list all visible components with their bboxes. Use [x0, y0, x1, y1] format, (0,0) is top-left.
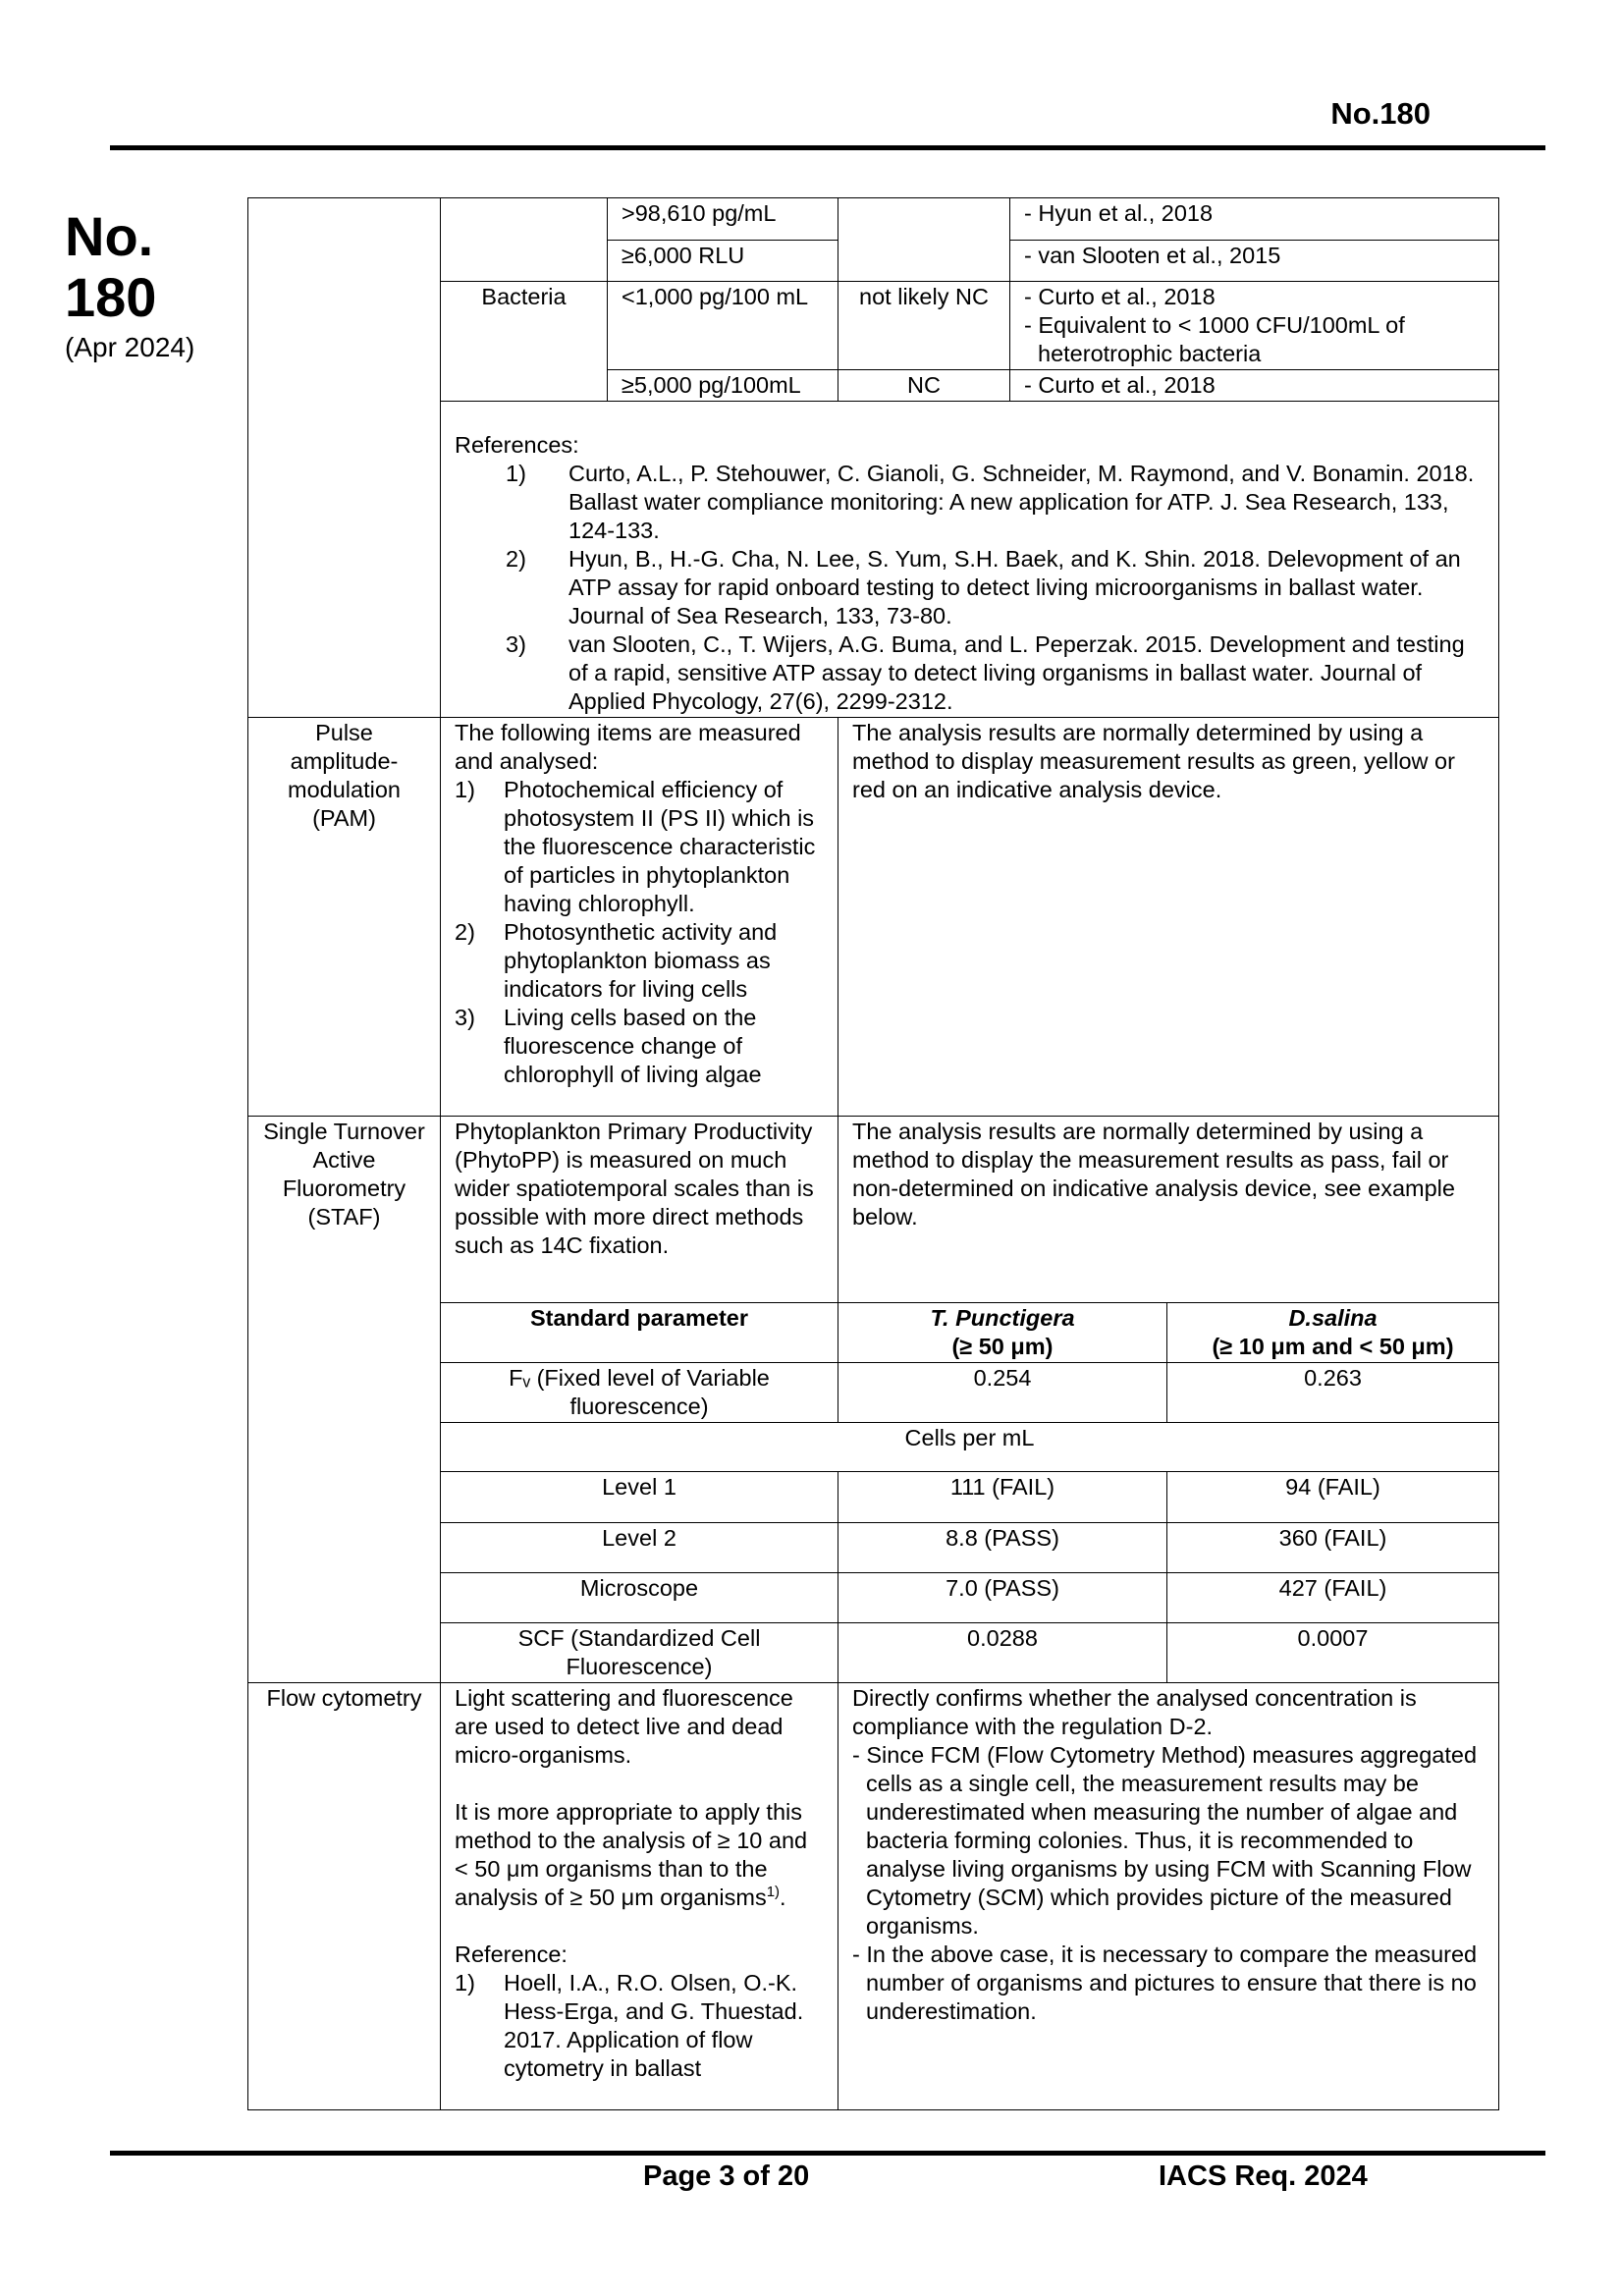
- threshold-value: >98,610 pg/mL: [608, 198, 838, 241]
- reference-cell: - Curto et al., 2018: [1010, 370, 1499, 402]
- flow-result-intro: Directly confirms whether the analysed concentration is compliance with the regulation D-2.: [852, 1685, 1417, 1739]
- list-item: 1) Curto, A.L., P. Stehouwer, C. Gianoli, G. Schneider, M. Raymond, and V. Bonamin. 2018. Ballast water compliance monitoring: A new application for ATP. J. Sea Research, 133, 124-133.: [506, 461, 1475, 543]
- methods-table: [247, 197, 1499, 2110]
- header-rule: [110, 145, 1545, 150]
- parameter-label: Microscope: [441, 1573, 838, 1623]
- list-item: 3) Living cells based on the fluorescence change of chlorophyll of living algae: [455, 1005, 762, 1087]
- side-label: [65, 206, 194, 363]
- species-size: (≥ 50 μm): [951, 1334, 1054, 1359]
- parameter-label: Fᵥ (Fixed level of Variable fluorescence): [441, 1363, 838, 1423]
- list-item: 2) Hyun, B., H.-G. Cha, N. Lee, S. Yum, S.H. Baek, and K. Shin. 2018. Delevopment of an ATP assay for rapid onboard testing to detect living microorganisms in ballast water. Journal of Sea Research, 133, 73-80.: [506, 546, 1461, 629]
- side-label-no: No.: [65, 205, 154, 267]
- parameter-label: SCF (Standardized Cell Fluorescence): [441, 1623, 838, 1683]
- table-row: [248, 718, 1499, 1117]
- pam-intro: The following items are measured and analysed:: [455, 720, 801, 774]
- threshold-value: ≥6,000 RLU: [608, 241, 838, 282]
- pam-description: [441, 718, 838, 1117]
- flow-result: [838, 1683, 1499, 2110]
- column-header-d-salina: [1167, 1303, 1499, 1363]
- flow-paragraph: It is more appropriate to apply this method to the analysis of ≥ 10 and < 50 μm organisms than to the analysis of ≥ 50 μm organisms$^{1)}$.: [455, 1799, 808, 1910]
- species-name: T. Punctigera: [930, 1305, 1075, 1331]
- method-cell-empty: [248, 198, 441, 718]
- list-item: 1) Hoell, I.A., R.O. Olsen, O.-K. Hess-Erga, and G. Thuestad. 2017. Application of flow cytometry in ballast: [455, 1970, 804, 2081]
- column-header-parameter: Standard parameter: [441, 1303, 838, 1363]
- flow-result-bullet: - Since FCM (Flow Cytometry Method) measures aggregated cells as a single cell, the measurement results may be underestimated when measuring the number of algae and bacteria forming colonies. Thus, it is recommended to analyse living organisms by using FCM with Scanning Flow Cytometry (SCM) which provides picture of the measured organisms.: [852, 1742, 1478, 1939]
- list-item: 3) van Slooten, C., T. Wijers, A.G. Buma, and L. Peperzak. 2015. Development and testing of a rapid, sensitive ATP assay to detect living organisms in ballast water. Journal of Applied Phycology, 27(6), 2299-2312.: [506, 631, 1465, 714]
- list-item: 1) Photochemical efficiency of photosystem II (PS II) which is the fluorescence characteristic of particles in phytoplankton having chlorophyll.: [455, 777, 816, 916]
- reference-cell: - Hyun et al., 2018: [1010, 198, 1499, 241]
- footer-requirement: IACS Req. 2024: [1159, 2160, 1368, 2192]
- table-cell: 0.254: [838, 1363, 1167, 1423]
- references-list: [455, 460, 1485, 716]
- method-label-pam: Pulse amplitude-modulation (PAM): [248, 718, 441, 1117]
- table-cell: 7.0 (PASS): [838, 1573, 1167, 1623]
- species-name: D.salina: [1288, 1305, 1378, 1331]
- reference-cell: [1010, 282, 1499, 370]
- organism-cell-empty: [441, 198, 608, 282]
- flow-paragraph: Light scattering and fluorescence are used to detect live and dead micro-organisms.: [455, 1685, 793, 1768]
- staf-result: The analysis results are normally determined by using a method to display the measurement results as pass, fail or non-determined on indicative analysis device, see example below.: [838, 1117, 1499, 1303]
- flow-reference-title: Reference:: [455, 1941, 568, 1967]
- table-cell: 427 (FAIL): [1167, 1573, 1499, 1623]
- flow-description: [441, 1683, 838, 2110]
- table-cell: 111 (FAIL): [838, 1472, 1167, 1523]
- column-header-t-punctigera: [838, 1303, 1167, 1363]
- table-row: [248, 1117, 1499, 1303]
- table-row: [248, 1683, 1499, 2110]
- reference-text: - Equivalent to < 1000 CFU/100mL of heterotrophic bacteria: [1024, 312, 1405, 366]
- pam-result: The analysis results are normally determined by using a method to display measurement results as green, yellow or red on an indicative analysis device.: [838, 718, 1499, 1117]
- document-number: No.180: [1330, 96, 1431, 131]
- pam-items: [455, 776, 824, 1089]
- threshold-value: <1,000 pg/100 mL: [608, 282, 838, 370]
- table-cell: 0.0007: [1167, 1623, 1499, 1683]
- table-cell: 94 (FAIL): [1167, 1472, 1499, 1523]
- reference-text: - Curto et al., 2018: [1024, 284, 1216, 309]
- table-cell: 8.8 (PASS): [838, 1523, 1167, 1573]
- flow-reference-list: [455, 1969, 824, 2083]
- method-label-flow-cytometry: Flow cytometry: [248, 1683, 441, 2110]
- flow-result-bullet: - In the above case, it is necessary to compare the measured number of organisms and pictures to ensure that there is no underestimation.: [852, 1941, 1478, 2024]
- page-number: Page 3 of 20: [643, 2160, 810, 2192]
- parameter-label: Level 1: [441, 1472, 838, 1523]
- references-title: References:: [455, 432, 579, 458]
- side-label-number: 180: [65, 266, 157, 328]
- result-value: not likely NC: [838, 282, 1010, 370]
- table-cell: 360 (FAIL): [1167, 1523, 1499, 1573]
- footer-rule: [110, 2151, 1545, 2156]
- table-cell: 0.0288: [838, 1623, 1167, 1683]
- table-cell: 0.263: [1167, 1363, 1499, 1423]
- species-size: (≥ 10 μm and < 50 μm): [1212, 1334, 1454, 1359]
- list-item: 2) Photosynthetic activity and phytoplankton biomass as indicators for living cells: [455, 919, 778, 1002]
- parameter-label: Level 2: [441, 1523, 838, 1573]
- bacteria-label: Bacteria: [441, 282, 608, 402]
- result-cell-empty: [838, 198, 1010, 282]
- table-row: [248, 198, 1499, 241]
- threshold-value: ≥5,000 pg/100mL: [608, 370, 838, 402]
- reference-cell: - van Slooten et al., 2015: [1010, 241, 1499, 282]
- result-value: NC: [838, 370, 1010, 402]
- cells-per-ml-header: Cells per mL: [441, 1423, 1499, 1472]
- side-label-date: (Apr 2024): [65, 332, 195, 362]
- references-cell: [441, 402, 1499, 718]
- staf-description: Phytoplankton Primary Productivity (PhytoPP) is measured on much wider spatiotemporal scales than is possible with more direct methods such as 14C fixation.: [441, 1117, 838, 1303]
- method-label-staf: Single Turnover Active Fluorometry (STAF): [248, 1117, 441, 1683]
